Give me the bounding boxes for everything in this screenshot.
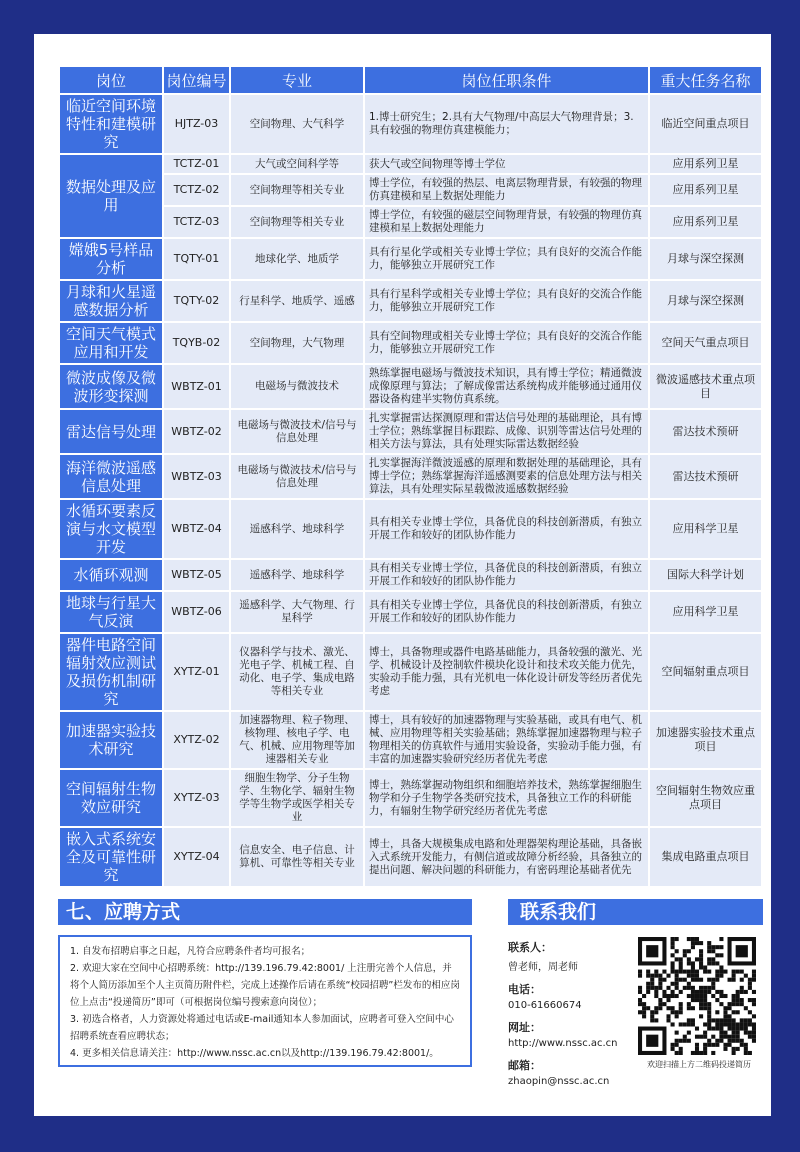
task-cell: 月球与深空探测 [650, 281, 761, 321]
table-row [60, 155, 761, 173]
major-cell: 空间物理等相关专业 [231, 175, 363, 205]
code-cell: TQTY-01 [164, 239, 229, 279]
code-cell: XYTZ-04 [164, 828, 229, 886]
contact-email-link[interactable]: zhaopin@nssc.ac.cn [508, 1076, 610, 1087]
contact-web-label: 网址： [508, 1021, 541, 1034]
table-row [60, 175, 761, 205]
task-cell: 空间辐射生物效应重点项目 [650, 770, 761, 826]
code-cell: TQTY-02 [164, 281, 229, 321]
requirements-cell: 扎实掌握雷达探测原理和雷达信号处理的基础理论，具有博士学位；熟练掌握目标跟踪、成像、识别等雷达信号处理的相关方法与算法，具有处理实际雷达数据经验 [365, 410, 648, 453]
major-cell: 信息安全、电子信息、计算机、可靠性等相关专业 [231, 828, 363, 886]
table-row [60, 239, 761, 279]
table-header-row [60, 67, 761, 93]
header-code: 岗位编号 [164, 67, 229, 93]
table-row [60, 500, 761, 558]
task-cell: 雷达技术预研 [650, 455, 761, 498]
apply-instructions [58, 935, 472, 1067]
qr-caption: 欢迎扫描上方二维码投递简历 [647, 1060, 751, 1069]
major-cell: 电磁场与微波技术/信号与信息处理 [231, 410, 363, 453]
task-cell: 集成电路重点项目 [650, 828, 761, 886]
contact-phone-label: 电话： [508, 983, 541, 996]
task-cell: 空间辐射重点项目 [650, 634, 761, 710]
requirements-cell: 熟练掌握电磁场与微波技术知识，具有博士学位；精通微波成像原理与算法；了解成像雷达系统构成并能够通过通用仪器设备构建半实物仿真系统。 [365, 365, 648, 408]
apply-item: 3. 初选合格者，人力资源处将通过电话或E-mail通知本人参加面试，应聘者可登入空间中心招聘系统查看应聘状态； [70, 1014, 454, 1042]
major-cell: 行星科学、地质学、遥感 [231, 281, 363, 321]
header-requirements: 岗位任职条件 [365, 67, 648, 93]
position-cell: 嵌入式系统安全及可靠性研究 [60, 828, 162, 886]
table-row [60, 828, 761, 886]
position-cell: 海洋微波遥感信息处理 [60, 455, 162, 498]
header-major: 专业 [231, 67, 363, 93]
position-cell: 水循环观测 [60, 560, 162, 590]
positions-table [58, 65, 763, 888]
apply-section-title: 七、应聘方式 [58, 899, 472, 925]
code-cell: XYTZ-03 [164, 770, 229, 826]
major-cell: 空间物理等相关专业 [231, 207, 363, 237]
task-cell: 应用系列卫星 [650, 175, 761, 205]
position-cell: 嫦娥5号样品分析 [60, 239, 162, 279]
task-cell: 应用科学卫星 [650, 592, 761, 632]
contact-phone: 010-61660674 [508, 1000, 582, 1011]
requirements-cell: 博士，具备大规模集成电路和处理器架构理论基础，具备嵌入式系统开发能力，有侧信道或故障分析经验，具备独立的提出问题、解决问题的科研能力，有密码理论基础者优先 [365, 828, 648, 886]
task-cell: 加速器实验技术重点项目 [650, 712, 761, 768]
code-cell: XYTZ-02 [164, 712, 229, 768]
requirements-cell: 具有空间物理或相关专业博士学位；具有良好的交流合作能力，能够独立开展研究工作 [365, 323, 648, 363]
contact-info [508, 935, 628, 1087]
requirements-cell: 具有相关专业博士学位，具备优良的科技创新潜质，有独立开展工作和较好的团队协作能力 [365, 500, 648, 558]
code-cell: WBTZ-05 [164, 560, 229, 590]
table-body [60, 95, 761, 886]
code-cell: TCTZ-01 [164, 155, 229, 173]
major-cell: 空间物理、大气科学 [231, 95, 363, 153]
requirements-cell: 具有相关专业博士学位，具备优良的科技创新潜质，有独立开展工作和较好的团队协作能力 [365, 592, 648, 632]
major-cell: 电磁场与微波技术/信号与信息处理 [231, 455, 363, 498]
table-row [60, 323, 761, 363]
table-row [60, 592, 761, 632]
requirements-cell: 获大气或空间物理等博士学位 [365, 155, 648, 173]
contact-email-label: 邮箱： [508, 1059, 541, 1072]
task-cell: 雷达技术预研 [650, 410, 761, 453]
task-cell: 空间天气重点项目 [650, 323, 761, 363]
contact-web-link[interactable]: http://www.nssc.ac.cn [508, 1038, 618, 1049]
contact-person-label: 联系人： [508, 941, 552, 954]
code-cell: TCTZ-02 [164, 175, 229, 205]
major-cell: 地球化学、地质学 [231, 239, 363, 279]
table-row [60, 95, 761, 153]
code-cell: TQYB-02 [164, 323, 229, 363]
code-cell: XYTZ-01 [164, 634, 229, 710]
table-row [60, 712, 761, 768]
requirements-cell: 博士，具备物理或器件电路基础能力，具备较强的激光、光学、机械设计及控制软件模块化设计和技术攻关能力优先，实验动手能力强，具有光机电一体化设计研发等经历者优先考虑 [365, 634, 648, 710]
requirements-cell: 具有行星化学或相关专业博士学位；具有良好的交流合作能力，能够独立开展研究工作 [365, 239, 648, 279]
task-cell: 月球与深空探测 [650, 239, 761, 279]
major-cell: 大气或空间科学等 [231, 155, 363, 173]
table-row [60, 281, 761, 321]
position-cell: 空间辐射生物效应研究 [60, 770, 162, 826]
major-cell: 遥感科学、地球科学 [231, 500, 363, 558]
requirements-cell: 1.博士研究生；2.具有大气物理/中高层大气物理背景；3.具有较强的物理仿真建模能力； [365, 95, 648, 153]
table-row [60, 634, 761, 710]
requirements-cell: 博士学位，有较强的磁层空间物理背景，有较强的物理仿真建模和星上数据处理能力 [365, 207, 648, 237]
position-cell: 加速器实验技术研究 [60, 712, 162, 768]
requirements-cell: 博士，具有较好的加速器物理与实验基础，或具有电气、机械、应用物理等相关实验基础；熟练掌握加速器物理与粒子物理相关的仿真软件与通用实验设备，实验动手能力强，有丰富的加速器实验研究经历者优先考虑 [365, 712, 648, 768]
table-row [60, 770, 761, 826]
code-cell: TCTZ-03 [164, 207, 229, 237]
apply-item: 2. 欢迎大家在空间中心招聘系统：http://139.196.79.42:8001/ 上注册完善个人信息，并将个人简历添加至个人主页简历附件栏，完成上述操作后请在系统“校园招聘”栏发布的相应岗位上点击“投递简历”即可（可根据岗位编号搜索意向岗位）； [70, 963, 460, 1008]
task-cell: 国际大科学计划 [650, 560, 761, 590]
qr-code-icon [638, 937, 756, 1055]
table-row [60, 365, 761, 408]
requirements-cell: 扎实掌握海洋微波遥感的原理和数据处理的基础理论，具有博士学位；熟练掌握海洋遥感测要素的信息处理方法与相关算法，具有处理实际星载微波遥感数据经验 [365, 455, 648, 498]
position-cell: 器件电路空间辐射效应测试及损伤机制研究 [60, 634, 162, 710]
apply-item: 1. 自发布招聘启事之日起，凡符合应聘条件者均可报名； [70, 946, 311, 957]
contact-person: 曾老师，周老师 [508, 962, 578, 973]
position-cell: 数据处理及应用 [60, 155, 162, 237]
requirements-cell: 具有行星科学或相关专业博士学位；具有良好的交流合作能力，能够独立开展研究工作 [365, 281, 648, 321]
requirements-cell: 博士学位，有较强的热层、电离层物理背景，有较强的物理仿真建模和星上数据处理能力 [365, 175, 648, 205]
table-row [60, 560, 761, 590]
position-cell: 雷达信号处理 [60, 410, 162, 453]
task-cell: 微波遥感技术重点项目 [650, 365, 761, 408]
position-cell: 地球与行星大气反演 [60, 592, 162, 632]
requirements-cell: 博士，熟练掌握动物组织和细胞培养技术，熟练掌握细胞生物学和分子生物学各类研究技术，具备独立工作的科研能力，有辐射生物学研究经历者优先考虑 [365, 770, 648, 826]
position-cell: 水循环要素反演与水文模型开发 [60, 500, 162, 558]
position-cell: 微波成像及微波形变探测 [60, 365, 162, 408]
code-cell: WBTZ-04 [164, 500, 229, 558]
major-cell: 遥感科学、大气物理、行星科学 [231, 592, 363, 632]
table-row [60, 455, 761, 498]
major-cell: 遥感科学、地球科学 [231, 560, 363, 590]
major-cell: 仪器科学与技术、激光、光电子学、机械工程、自动化、电子学、集成电路等相关专业 [231, 634, 363, 710]
position-cell: 临近空间环境特性和建模研究 [60, 95, 162, 153]
code-cell: WBTZ-02 [164, 410, 229, 453]
code-cell: HJTZ-03 [164, 95, 229, 153]
major-cell: 加速器物理、粒子物理、核物理、核电子学、电气、机械、应用物理等加速器相关专业 [231, 712, 363, 768]
major-cell: 空间物理，大气物理 [231, 323, 363, 363]
apply-item: 4. 更多相关信息请关注：http://www.nssc.ac.cn以及http://139.196.79.42:8001/。 [70, 1048, 439, 1059]
task-cell: 应用科学卫星 [650, 500, 761, 558]
task-cell: 应用系列卫星 [650, 155, 761, 173]
table-row [60, 207, 761, 237]
major-cell: 电磁场与微波技术 [231, 365, 363, 408]
code-cell: WBTZ-06 [164, 592, 229, 632]
code-cell: WBTZ-01 [164, 365, 229, 408]
contact-section-title: 联系我们 [508, 899, 763, 925]
code-cell: WBTZ-03 [164, 455, 229, 498]
task-cell: 临近空间重点项目 [650, 95, 761, 153]
header-position: 岗位 [60, 67, 162, 93]
position-cell: 月球和火星遥感数据分析 [60, 281, 162, 321]
header-task: 重大任务名称 [650, 67, 761, 93]
major-cell: 细胞生物学、分子生物学、生物化学、辐射生物学等生物学或医学相关专业 [231, 770, 363, 826]
position-cell: 空间天气模式应用和开发 [60, 323, 162, 363]
task-cell: 应用系列卫星 [650, 207, 761, 237]
table-row [60, 410, 761, 453]
requirements-cell: 具有相关专业博士学位，具备优良的科技创新潜质，有独立开展工作和较好的团队协作能力 [365, 560, 648, 590]
